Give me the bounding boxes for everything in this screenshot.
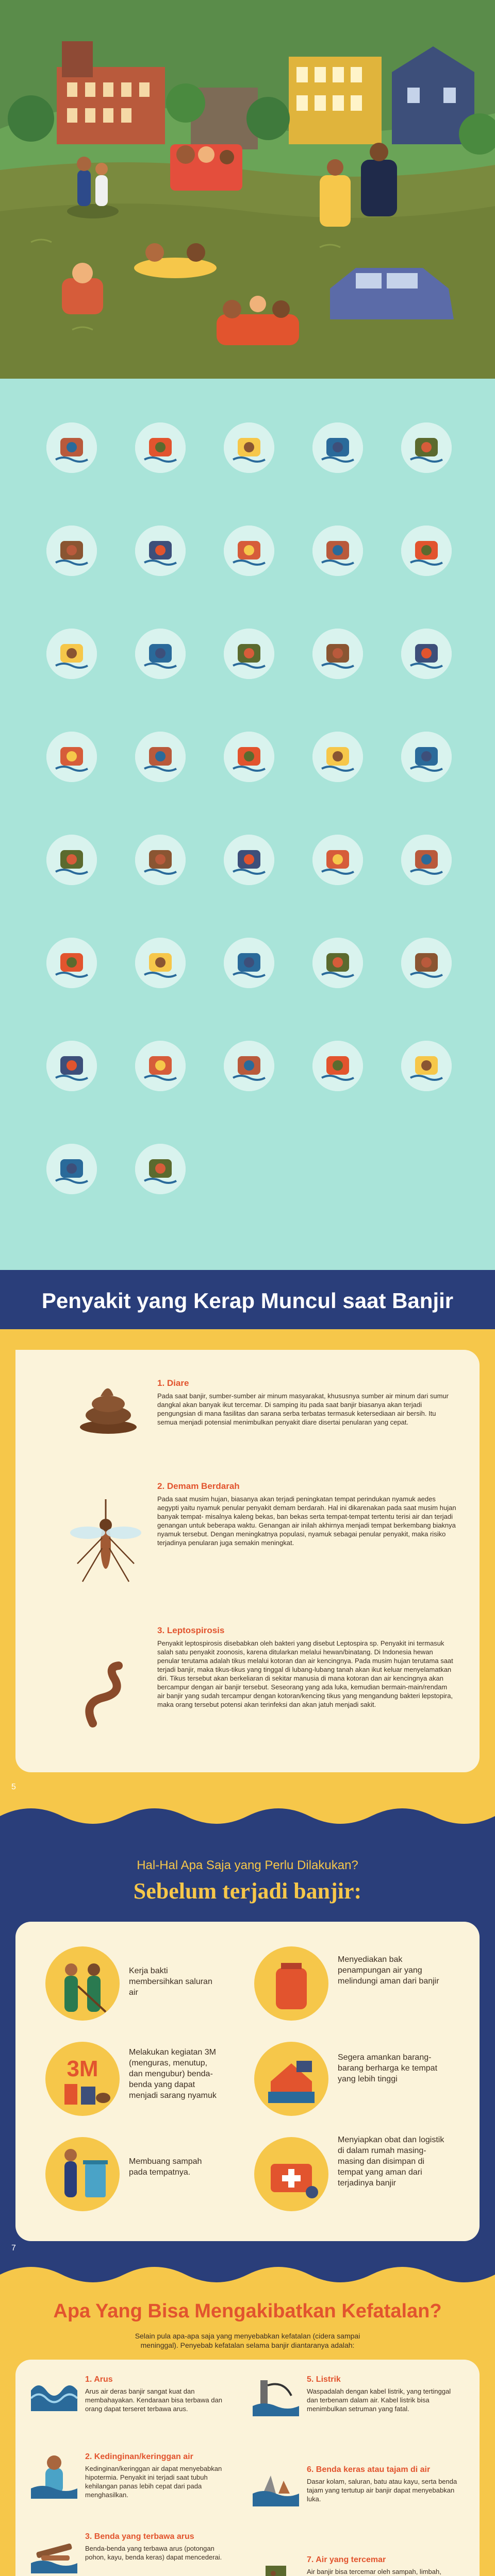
causes-title: Apa Yang Bisa Mengakibatkan Kefatalan? <box>53 2300 442 2322</box>
lungs-icon <box>46 422 97 473</box>
sick-person-icon <box>224 629 274 679</box>
worm-icon <box>135 938 186 988</box>
cause-3-title: 3. Benda yang terbawa arus <box>85 2532 194 2541</box>
before-step-right-2: Segera amankan barang-barang berharga ke tempat yang lebih tinggi <box>338 2053 438 2083</box>
water-glass-icon <box>135 1041 186 1091</box>
hero-illustration <box>0 0 495 379</box>
medical-kit-icon <box>253 2136 330 2213</box>
before-step-right-1: Menyediakan bak penampungan air yang melindungi aman dari banjir <box>338 1955 439 1986</box>
flood-wave-icon <box>401 732 452 782</box>
bandage-icon <box>312 938 363 988</box>
polluted-water-icon <box>253 2555 299 2576</box>
cleaning-workers-icon <box>44 1945 121 2022</box>
poop-icon <box>224 732 274 782</box>
person-thinking-icon <box>46 835 97 885</box>
telephone-icon <box>224 835 274 885</box>
wave-decoration <box>0 2259 495 2290</box>
leg-injury-icon <box>312 526 363 576</box>
mosquito-icon <box>135 732 186 782</box>
toilet-flood-icon <box>401 526 452 576</box>
car-icon <box>135 526 186 576</box>
disease-3-body: Penyakit leptospirosis disebabkan oleh bakteri yang disebut Leptospira sp. Penyakit ini termasuk salah satu penyakit zoonosis, karena ditularkan melalui hewan/binatang. Di Indonesia hewan penular terutama adalah tikus melalui kotoran dan air kencingnya. Pada musim hujan terutama saat terjadi banjir, maka tikus-tikus yang tinggal di lubang-lubang tanah akan ikut keluar menyelamatkan diri. Tikus tersebut akan berkeliaran di sekitar manusia di mana kotoran dan air kencingnya akan bercampur dengan air banjir tersebut. Seseorang yang ada luka, kemudian bermain-main/rendam air banjir yang sudah tercampur dengan kotoran/kencing tikus yang mengandung bakteri lepstopira, maka orang tersebut potensi akan terinfeksi dan akan jatuh menjadi sakit. <box>157 1639 453 1708</box>
cause-5-body: Waspadalah dengan kabel listrik, yang tertinggal dan terbenam dalam air. Kabel listrik bisa menimbulkan setruman yang fatal. <box>307 2387 451 2413</box>
disease-1-title: 1. Diare <box>157 1378 189 1388</box>
mosquito-illustration <box>67 1497 144 1589</box>
current-icon <box>31 2375 77 2411</box>
water-bottles-icon <box>135 629 186 679</box>
sharp-objects-icon <box>253 2465 299 2506</box>
poison-icon <box>135 1144 186 1194</box>
before-flood-title: Sebelum terjadi banjir: <box>133 1878 362 1904</box>
electric-plug-icon <box>46 629 97 679</box>
skin-rash-icon <box>135 422 186 473</box>
poop-illustration <box>77 1378 139 1435</box>
boot-icon <box>46 1144 97 1194</box>
mountain-flood-icon <box>135 835 186 885</box>
cause-1-title: 1. Arus <box>85 2375 113 2384</box>
building-icon <box>224 526 274 576</box>
cause-6-title: 6. Benda keras atau tajam di air <box>307 2465 431 2474</box>
trash-bin-icon <box>44 2136 121 2213</box>
lightning-icon <box>312 835 363 885</box>
before-step-left-3: Membuang sampah pada tempatnya. <box>129 2157 202 2177</box>
before-step-left-1: Kerja bakti membersihkan saluran air <box>129 1967 212 1997</box>
before-flood-subtitle: Hal-Hal Apa Saja yang Perlu Dilakukan? <box>137 1858 358 1872</box>
before-step-left-2: Melakukan kegiatan 3M (menguras, menutup, dan mengubur) benda-benda yang dapat menjadi sarang nyamuk <box>129 2048 217 2100</box>
water-tank-icon <box>224 1041 274 1091</box>
diseases-section <box>0 1270 495 1801</box>
electric-icon <box>253 2375 299 2416</box>
worm-illustration <box>77 1662 139 1728</box>
diseases-title: Penyakit yang Kerap Muncul saat Banjir <box>41 1289 454 1313</box>
landslide-icon <box>401 938 452 988</box>
house-flood-icon <box>253 2040 330 2117</box>
medicine-box-icon <box>312 422 363 473</box>
causes-intro: Selain pula apa-apa saja yang menyebabkan kefatalan (cidera sampai meninggal). Penyebab kefatalan selama banjir diantaranya adalah: <box>135 2332 360 2349</box>
cause-7-title: 7. Air yang tercemar <box>307 2555 386 2564</box>
cause-3-body: Benda-benda yang terbawa arus (potongan pohon, kayu, benda keras) dapat mencederai. <box>85 2545 222 2561</box>
disease-2-body: Pada saat musim hujan, biasanya akan terjadi peningkatan tempat perindukan nyamuk aedes aegypti yaitu nyamuk penular penyakit demam berdarah. Hal ini dikarenakan pada saat musim hujan banyak tempat- misalnya kaleng bekas, ban bekas serta tempat-tempat tertentu terisi air dan terjadi genangan untuk beberapa waktu. Genangan air inilah akhirnya menjadi tempat berkembang biaknya nyamuk tersebut. Dengan meningkatnya populasi, nyamuk sebagai penular penyakit, maka risiko terjadinya penularan juga semakin meningkat. <box>157 1495 456 1547</box>
3m-icon <box>44 2040 121 2117</box>
cause-5-title: 5. Listrik <box>307 2375 341 2384</box>
flood-waves-icon <box>401 835 452 885</box>
calendar-icon <box>312 629 363 679</box>
swimmer-icon <box>401 422 452 473</box>
page-number: 5 <box>11 1783 16 1791</box>
debris-icon <box>31 2532 77 2573</box>
cold-person-icon <box>31 2452 77 2499</box>
disease-2-title: 2. Demam Berdarah <box>157 1481 240 1491</box>
fish-icon <box>46 1041 97 1091</box>
cause-1-body: Arus air deras banjir sangat kuat dan membahayakan. Kendaraan bisa terbawa dan orang dapat terseret terbawa arus. <box>85 2387 222 2413</box>
cause-7-body: Air banjir bisa tercemar oleh sampah, limbah, <box>307 2568 441 2575</box>
bucket-icon <box>312 1041 363 1091</box>
jerrycan-icon <box>401 629 452 679</box>
no-mosquito-2-icon <box>224 938 274 988</box>
cause-6-body: Dasar kolam, saluran, batu atau kayu, serta benda tajam yang tertutup air banjir dapat menyebabkan luka. <box>307 2478 457 2503</box>
disease-1-body: Pada saat banjir, sumber-sumber air minum masyarakat, khususnya sumber air minum dari sumur dangkal akan banyak ikut tercemar. Di samping itu pada saat banjir biasanya akan terjadi pengungsian di mana fasilitas dan sarana serba terbatas termasuk ketersediaan air bersih. Itu semua menjadi potensial menimbulkan penyakit diare disertai penularan yang cepat. <box>157 1392 449 1426</box>
cause-2-title: 2. Kedinginan/keringgan air <box>85 2452 193 2461</box>
intestine-icon <box>46 732 97 782</box>
page-number: 7 <box>11 2244 16 2252</box>
food-bowl-icon <box>312 732 363 782</box>
causes-section <box>0 2259 495 2576</box>
svg-text:3M: 3M <box>67 2056 98 2081</box>
before-flood-section <box>0 1801 495 2259</box>
cause-2-body: Kedinginan/keringgan air dapat menyebabkan hipotermia. Penyakit ini terjadi saat tubuh kehilangan panas lebih cepat dari pada menghasilkan. <box>85 2465 222 2499</box>
disease-3-title: 3. Leptospirosis <box>157 1625 225 1635</box>
icon-grid-section <box>0 379 495 1270</box>
debris-icon <box>401 1041 452 1091</box>
before-step-right-3: Menyiapkan obat dan logistik di dalam rumah masing-masing dan disimpan di tempat yang aman dari terjadinya banjir <box>338 2136 444 2188</box>
no-mosquito-icon <box>46 938 97 988</box>
documents-icon <box>224 422 274 473</box>
bathtub-icon <box>46 526 97 576</box>
water-tank-icon <box>253 1945 330 2022</box>
